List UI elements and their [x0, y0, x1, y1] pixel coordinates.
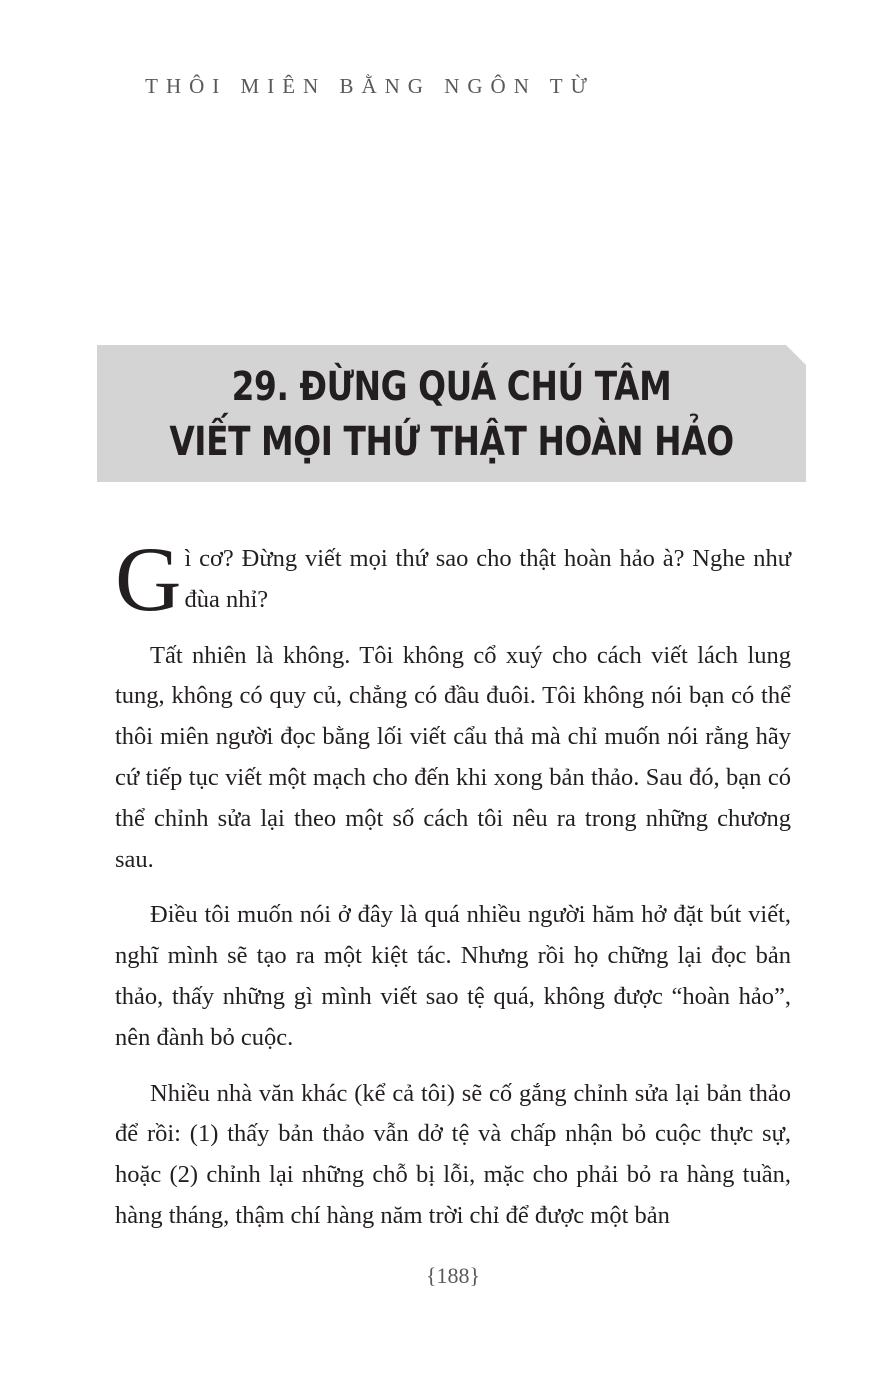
chapter-title — [161, 360, 742, 470]
chapter-title-line-2: VIẾT MỌI THỨ THẬT HOÀN HẢO — [169, 419, 734, 465]
paragraph-3: Điều tôi muốn nói ở đây là quá nhiều người hăm hở đặt bút viết, nghĩ mình sẽ tạo ra một kiệt tác. Nhưng rồi họ chững lại đọc bản thảo, thấy những gì mình viết sao tệ quá, không được “hoàn hảo”, nên đành bỏ cuộc. — [115, 901, 791, 1051]
drop-cap: G — [115, 528, 182, 630]
running-header: THÔI MIÊN BẰNG NGÔN TỪ — [145, 74, 595, 98]
body-text — [115, 528, 791, 1252]
paragraph-1-text: ì cơ? Đừng viết mọi thứ sao cho thật hoàn hảo à? Nghe như đùa nhỉ? — [184, 545, 791, 613]
page-number: {188} — [425, 1263, 481, 1288]
paragraph-4: Nhiều nhà văn khác (kể cả tôi) sẽ cố gắng chỉnh sửa lại bản thảo để rồi: (1) thấy bản thảo vẫn dở tệ và chấp nhận bỏ cuộc thực sự, hoặc (2) chỉnh lại những chỗ bị lỗi, mặc cho phải bỏ ra hàng tuần, hàng tháng, thậm chí hàng năm trời chỉ để được một bản — [115, 1079, 791, 1229]
paragraph-1 — [115, 528, 791, 630]
chapter-title-line-1: 29. ĐỪNG QUÁ CHÚ TÂM — [231, 364, 672, 410]
paragraph-2: Tất nhiên là không. Tôi không cổ xuý cho cách viết lách lung tung, không có quy củ, chẳng có đầu đuôi. Tôi không nói bạn có thể thôi miên người đọc bằng lối viết cẩu thả mà chỉ muốn nói rằng hãy cứ tiếp tục viết một mạch cho đến khi xong bản thảo. Sau đó, bạn có thể chỉnh sửa lại theo một số cách tôi nêu ra trong những chương sau. — [115, 641, 791, 873]
